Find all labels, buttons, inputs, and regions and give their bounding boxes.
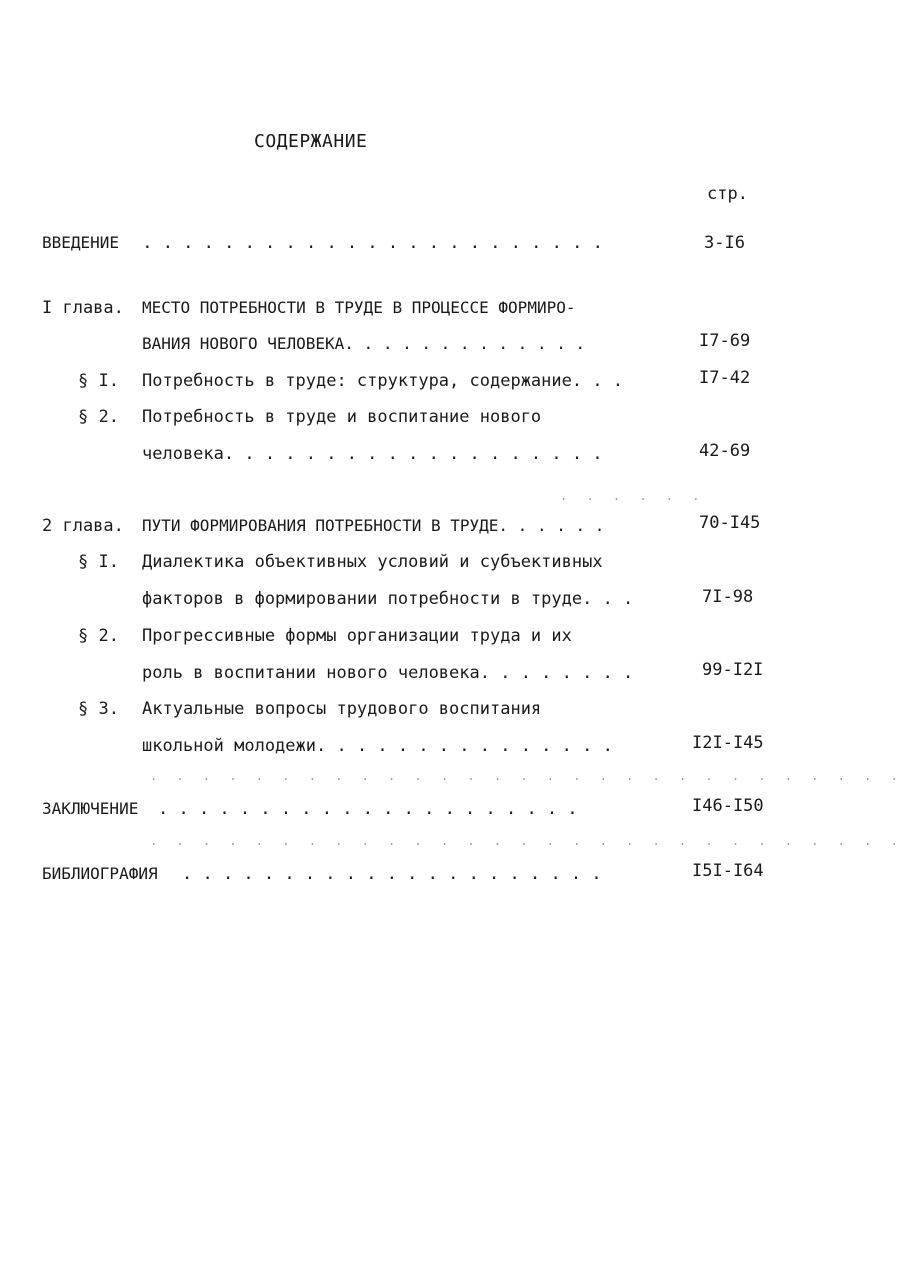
toc-ch1-title-line1: МЕСТО ПОТРЕБНОСТИ В ТРУДЕ В ПРОЦЕССЕ ФОРМИРО- (142, 298, 576, 317)
toc-ch2-s3-line1: Актуальные вопросы трудового воспитания (142, 699, 542, 719)
toc-ch1-title-line2: ВАНИЯ НОВОГО ЧЕЛОВЕКА. . . . . . . . . . . . . (142, 334, 586, 353)
toc-ch1-s2-pages: 42-69 (699, 441, 751, 461)
toc-ch1-s2-line1: Потребность в труде и воспитание нового (142, 407, 542, 427)
toc-conclusion-pages: I46-I50 (692, 796, 764, 816)
toc-ch2-s1-num: § I. (78, 552, 119, 572)
toc-intro-pages: 3-I6 (704, 233, 745, 253)
toc-ch1-pages: I7-69 (699, 331, 751, 351)
scan-noise: . . . . . . (560, 489, 706, 503)
toc-ch2-s2-line2: роль в воспитании нового человека. . . . . . . . (142, 663, 634, 683)
toc-ch2-s1-line2: факторов в формировании потребности в труде. . . (142, 589, 634, 609)
scan-noise: . . . . . . . . . . . . . . . . . . . . . . . . . . . . . (150, 834, 904, 848)
toc-ch1-s2-num: § 2. (78, 407, 119, 427)
toc-bibliography-leader: . . . . . . . . . . . . . . . . . . . . . (182, 864, 602, 884)
toc-ch1-s2-line2: человека. . . . . . . . . . . . . . . . . . . (142, 444, 603, 464)
toc-ch1-prefix: I глава. (42, 298, 124, 318)
toc-ch2-s3-pages: I2I-I45 (692, 733, 764, 753)
toc-bibliography-label: БИБЛИОГРАФИЯ (42, 864, 158, 883)
toc-ch2-s2-num: § 2. (78, 626, 119, 646)
toc-bibliography-pages: I5I-I64 (692, 861, 764, 881)
page-title: СОДЕРЖАНИЕ (254, 131, 368, 152)
toc-ch2-s1-pages: 7I-98 (702, 587, 754, 607)
toc-ch2-pages: 70-I45 (699, 513, 761, 533)
toc-intro-leader: . . . . . . . . . . . . . . . . . . . . . . . (132, 233, 603, 253)
scan-noise: . . . . . . . . . . . . . . . . . . . . . . . . . . . . . (150, 769, 904, 783)
toc-ch2-prefix: 2 глава. (42, 516, 124, 536)
toc-ch2-s3-num: § 3. (78, 699, 119, 719)
toc-intro-label: ВВЕДЕНИЕ (42, 233, 120, 252)
toc-conclusion-leader: . . . . . . . . . . . . . . . . . . . . . (158, 799, 578, 819)
toc-ch1-s1-text: Потребность в труде: структура, содержание. . . (142, 371, 624, 391)
toc-ch1-s1-pages: I7-42 (699, 368, 751, 388)
toc-ch1-s1-num: § I. (78, 371, 119, 391)
toc-ch2-s2-line1: Прогрессивные формы организации труда и их (142, 626, 572, 646)
page-column-label: стр. (707, 184, 748, 204)
toc-ch2-s1-line1: Диалектика объективных условий и субъективных (142, 552, 603, 572)
toc-ch2-s2-pages: 99-I2I (702, 660, 764, 680)
toc-conclusion-label: ЗАКЛЮЧЕНИЕ (42, 799, 139, 818)
toc-ch2-s3-line2: школьной молодежи. . . . . . . . . . . . . . . (142, 736, 613, 756)
toc-ch2-title: ПУТИ ФОРМИРОВАНИЯ ПОТРЕБНОСТИ В ТРУДЕ. . . . . . (142, 516, 605, 535)
